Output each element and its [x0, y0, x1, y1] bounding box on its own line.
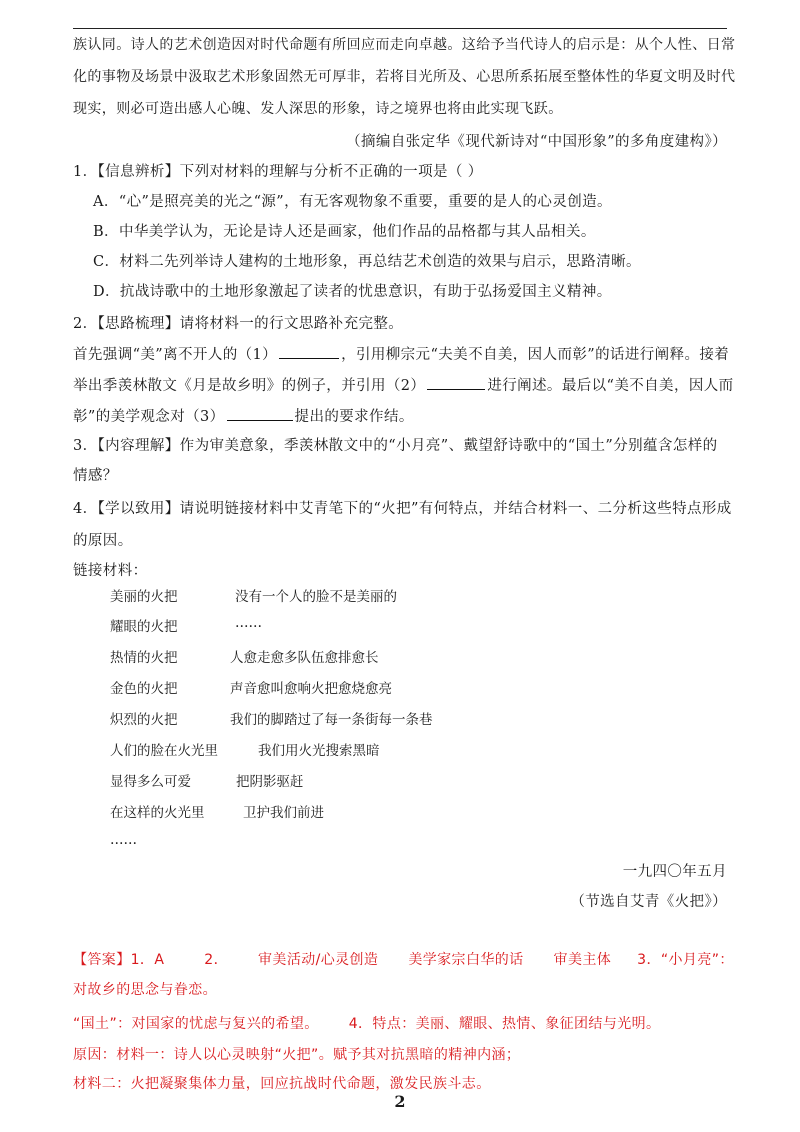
- answer-label: 【答案】: [73, 952, 131, 968]
- poem-line-left: 耀眼的火把: [110, 619, 178, 635]
- answer-3-start: 3．“小月亮”：: [637, 952, 734, 968]
- question-4-line: 4．【学以致用】请说明链接材料中艾青笔下的“火把”有何特点，并结合材料一、二分析这些特点形成: [73, 501, 732, 517]
- poem-line-left: 人们的脸在火光里: [110, 743, 218, 759]
- answer-blank-1[interactable]: [279, 342, 339, 359]
- poem-line-right: ……: [235, 615, 262, 631]
- poem-line-right: 卫护我们前进: [243, 805, 324, 821]
- answer-line: [73, 1009, 727, 1039]
- question-1-option-c: C．材料二先列举诗人建构的土地形象，再总结艺术创造的效果与启示，思路清晰。: [93, 254, 641, 270]
- answer-3-guotu: “国土”：对国家的忧虑与复兴的希望。: [73, 1016, 319, 1032]
- question-2-text: 彰”的美学观念对（3）: [73, 409, 225, 425]
- question-3-line: 3．【内容理解】作为审美意象，季羡林散文中的“小月亮”、戴望舒诗歌中的“国土”分别蕴含怎样的: [73, 438, 718, 454]
- answer-blank-2[interactable]: [427, 373, 485, 390]
- question-2-text: ，引用柳宗元“夫美不自美，因人而彰”的话进行阐释。接着: [341, 347, 730, 363]
- poem-line-left: 金色的火把: [110, 681, 178, 697]
- passage-line: 族认同。诗人的艺术创造因对时代命题有所回应而走向卓越。这给予当代诗人的启示是：从个人性、日常: [73, 37, 736, 53]
- question-2-text: 首先强调“美”离不开人的（1）: [73, 347, 278, 363]
- answer-reason-1: 原因：材料一：诗人以心灵映射“火把”。赋予其对抗黑暗的精神内涵；: [73, 1047, 521, 1063]
- question-2-text: 提出的要求作结。: [294, 409, 414, 425]
- poem-line-left: ……: [110, 832, 137, 848]
- answer-reason-2: 材料二：火把凝聚集体力量，回应抗战时代命题，激发民族斗志。: [73, 1076, 491, 1092]
- link-material-label: 链接材料：: [73, 563, 148, 579]
- poem-line-left: 在这样的火光里: [110, 805, 205, 821]
- question-2-text: 进行阐述。最后以“美不自美，因人而: [487, 378, 734, 394]
- answer-2-number: 2．: [204, 952, 229, 968]
- answer-2-blank-1: 审美活动/心灵创造: [258, 952, 379, 968]
- question-3-line: 情感？: [73, 468, 118, 484]
- poem-line-left: 美丽的火把: [110, 589, 178, 605]
- answer-blank-3[interactable]: [227, 404, 293, 421]
- question-2-line: [73, 340, 730, 370]
- question-1-option-a: A．“心”是照亮美的光之“源”，有无客观物象不重要，重要的是人的心灵创造。: [93, 194, 612, 210]
- answer-2-blank-2: 美学家宗白华的话: [408, 952, 524, 968]
- question-4-line: 的原因。: [73, 533, 133, 549]
- passage-line: 现实，则必可造出感人心魄、发人深思的形象，诗之境界也将由此实现飞跃。: [73, 101, 563, 117]
- question-2-line: [73, 371, 734, 401]
- answer-line: [73, 945, 734, 975]
- question-1-stem: 1．【信息辨析】下列对材料的理解与分析不正确的一项是（ ）: [73, 164, 483, 180]
- poem-line-right: 我们的脚踏过了每一条街每一条巷: [230, 712, 433, 728]
- poem-line-left: 热情的火把: [110, 650, 178, 666]
- answer-3-continued: 对故乡的思念与眷恋。: [73, 982, 217, 998]
- poem-line-right: 人愈走愈多队伍愈排愈长: [230, 650, 379, 666]
- poem-line-right: 把阴影驱赶: [236, 774, 304, 790]
- poem-line-right: 没有一个人的脸不是美丽的: [235, 589, 397, 605]
- answer-1: 1．A: [130, 952, 165, 968]
- poem-date: 一九四〇年五月: [622, 864, 727, 880]
- poem-line-left: 炽烈的火把: [110, 712, 178, 728]
- poem-line-right: 我们用火光搜索黑暗: [258, 743, 380, 759]
- poem-line-left: 显得多么可爱: [110, 774, 191, 790]
- poem-source: （节选自艾青《火把》）: [570, 894, 727, 910]
- answer-2-blank-3: 审美主体: [553, 952, 612, 968]
- question-1-option-d: D．抗战诗歌中的土地形象激起了读者的忧患意识，有助于弘扬爱国主义精神。: [93, 284, 612, 300]
- question-2-line: [73, 402, 727, 432]
- header-rule: [73, 28, 727, 29]
- passage-line: 化的事物及场景中汲取艺术形象固然无可厚非，若将目光所及、心思所系拓展至整体性的华夏文明及时代: [73, 69, 736, 85]
- page-number: 2: [394, 1092, 406, 1111]
- passage-source: （摘编自张定华《现代新诗对“中国形象”的多角度建构》）: [346, 134, 727, 150]
- question-1-option-b: B．中华美学认为，无论是诗人还是画家，他们作品的品格都与其人品相关。: [93, 224, 596, 240]
- answer-4: 4．特点：美丽、耀眼、热情、象征团结与光明。: [348, 1016, 661, 1032]
- poem-line-right: 声音愈叫愈响火把愈烧愈亮: [230, 681, 392, 697]
- question-2-stem: 2．【思路梳理】请将材料一的行文思路补充完整。: [73, 316, 404, 332]
- question-2-text: 举出季羡林散文《月是故乡明》的例子，并引用（2）: [73, 378, 426, 394]
